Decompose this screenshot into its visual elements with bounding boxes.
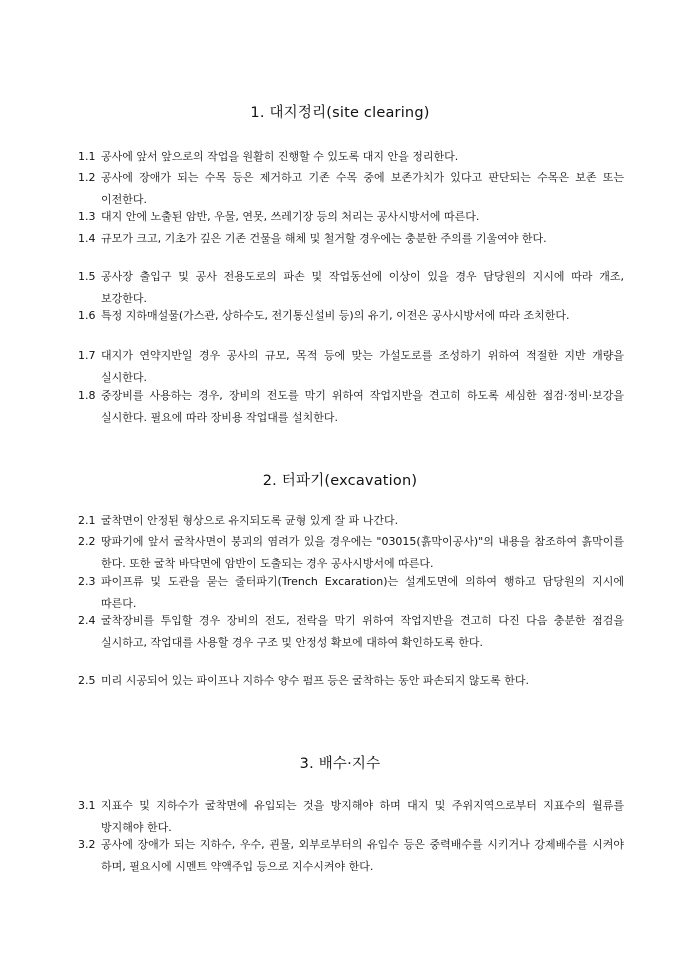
clause-text: 특정 지하매설물(가스관, 상하수도, 전기통신설비 등)의 유기, 이전은 공사시방서에 따라 조치한다. — [101, 309, 570, 322]
clause-number: 1.1 — [78, 150, 96, 163]
clause-3-2 — [78, 834, 624, 877]
clause-text: 공사에 장애가 되는 지하수, 우수, 괸물, 외부로부터의 유입수 등은 중력배수를 시키거나 강제배수를 시켜야 하며, 필요시에 시멘트 약액주입 등으로 지수시켜야 한다. — [101, 838, 624, 873]
clause-number: 1.5 — [78, 270, 96, 283]
clause-1-1 — [78, 146, 624, 168]
clause-number: 2.4 — [78, 614, 96, 627]
clause-text: 중장비를 사용하는 경우, 장비의 전도를 막기 위하여 작업지반을 견고히 하도록 세심한 점검·정비·보강을 실시한다. 필요에 따라 장비용 작업대를 설치한다. — [101, 389, 624, 424]
clause-number: 3.1 — [78, 799, 96, 812]
clause-1-8 — [78, 385, 624, 428]
clause-number: 1.3 — [78, 210, 96, 223]
clause-text: 땅파기에 앞서 굴착사면이 붕괴의 염려가 있을 경우에는 "03015(흙막이공사)"의 내용을 참조하여 흙막이를 한다. 또한 굴착 바닥면에 암반이 도출되는 경우 공사시방서에 따른다. — [101, 535, 624, 570]
clause-text: 공사에 장애가 되는 수목 등은 제거하고 기존 수목 중에 보존가치가 있다고 판단되는 수목은 보존 또는 이전한다. — [101, 171, 624, 206]
clause-text: 대지가 연약지반일 경우 공사의 규모, 목적 등에 맞는 가설도로를 조성하기 위하여 적절한 지반 개량을 실시한다. — [101, 349, 624, 384]
clause-text: 규모가 크고, 기초가 깊은 기존 건물을 해체 및 철거할 경우에는 충분한 주의를 기울여야 한다. — [101, 232, 547, 245]
clause-number: 3.2 — [78, 838, 96, 851]
clause-text: 공사장 출입구 및 공사 전용도로의 파손 및 작업동선에 이상이 있을 경우 담당원의 지시에 따라 개조, 보강한다. — [101, 270, 624, 305]
clause-text: 공사에 앞서 앞으로의 작업을 원활히 진행할 수 있도록 대지 안을 정리한다. — [101, 150, 459, 163]
section-title-site-clearing: 1. 대지정리(site clearing) — [250, 105, 430, 121]
clause-text: 지표수 및 지하수가 굴착면에 유입되는 것을 방지해야 하며 대지 및 주위지역으로부터 지표수의 월류를 방지해야 한다. — [101, 799, 624, 834]
section-title-excavation: 2. 터파기(excavation) — [262, 473, 418, 489]
clause-2-2 — [78, 531, 624, 574]
clause-2-3 — [78, 571, 624, 614]
clause-number: 2.3 — [78, 575, 96, 588]
clause-1-4 — [78, 228, 624, 250]
clause-1-3 — [78, 206, 624, 228]
clause-text: 대지 안에 노출된 암반, 우물, 연못, 쓰레기장 등의 처리는 공사시방서에 따른다. — [101, 210, 480, 223]
clause-text: 굴착장비를 투입할 경우 장비의 전도, 전락을 막기 위하여 작업지반을 견고히 다진 다음 충분한 점검을 실시하고, 작업대를 사용할 경우 구조 및 안정성 확보에 대하여 확인하도록 한다. — [101, 614, 624, 649]
clause-1-2 — [78, 167, 624, 210]
clause-text: 파이프류 및 도관을 묻는 줄터파기(Trench Excaration)는 설계도면에 의하여 행하고 담당원의 지시에 따른다. — [101, 575, 624, 610]
clause-text: 굴착면이 안정된 형상으로 유지되도록 균형 있게 잘 파 나간다. — [101, 514, 399, 527]
clause-2-4 — [78, 610, 624, 653]
clause-2-5 — [78, 670, 624, 692]
clause-number: 1.6 — [78, 309, 96, 322]
clause-3-1 — [78, 795, 624, 838]
clause-1-6 — [78, 305, 624, 327]
clause-number: 1.8 — [78, 389, 96, 402]
clause-number: 1.2 — [78, 171, 96, 184]
clause-number: 1.7 — [78, 349, 96, 362]
clause-number: 1.4 — [78, 232, 96, 245]
clause-1-7 — [78, 345, 624, 388]
section-title-drainage: 3. 배수·지수 — [299, 756, 381, 772]
clause-number: 2.5 — [78, 674, 96, 687]
clause-number: 2.1 — [78, 514, 96, 527]
clause-number: 2.2 — [78, 535, 96, 548]
clause-text: 미리 시공되어 있는 파이프나 지하수 양수 펌프 등은 굴착하는 동안 파손되지 않도록 한다. — [101, 674, 529, 687]
clause-1-5 — [78, 266, 624, 309]
clause-2-1 — [78, 510, 624, 532]
